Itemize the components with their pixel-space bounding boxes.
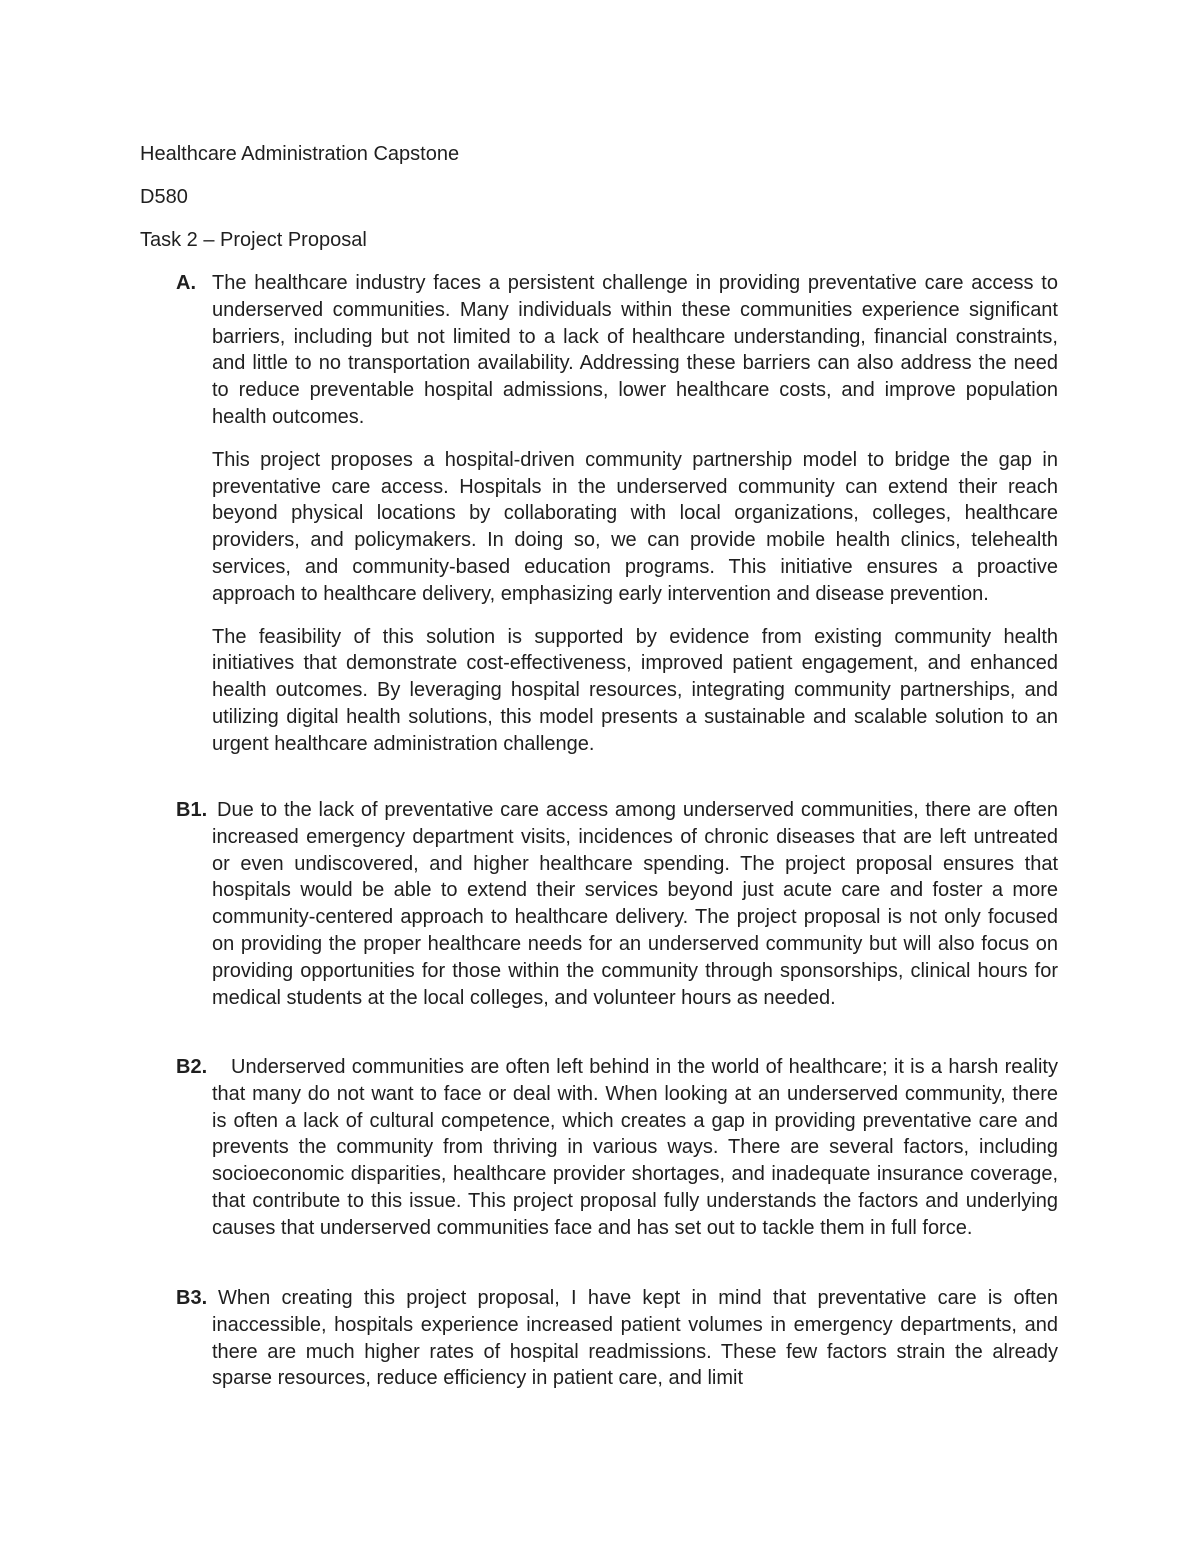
section-b3: [212, 1285, 1058, 1392]
section-b2: [212, 1054, 1058, 1242]
course-code: D580: [140, 186, 188, 208]
section-b1-paragraph: Due to the lack of preventative care access among underserved communities, there are often increased emergency department visits, incidences of chronic diseases that are left untreated or even undiscovered, and higher healthcare spending. The project proposal ensures that hospitals would be able to extend their services beyond just acute care and foster a more community-centered approach to healthcare delivery. The project proposal is not only focused on providing the proper healthcare needs for an underserved community but will also focus on providing opportunities for those within the community through sponsorships, clinical hours for medical students at the local colleges, and volunteer hours as needed.: [212, 799, 1058, 1009]
section-b1: [212, 797, 1058, 1011]
section-a-paragraph: The feasibility of this solution is supported by evidence from existing community health initiatives that demonstrate cost-effectiveness, improved patient engagement, and enhanced health outcomes. By leveraging hospital resources, integrating community partnerships, and utilizing digital health solutions, this model presents a sustainable and scalable solution to an urgent healthcare administration challenge.: [212, 625, 1058, 755]
section-b1-marker: B1.: [176, 799, 208, 821]
task-title: Task 2 – Project Proposal: [140, 229, 367, 251]
section-a-paragraph: The healthcare industry faces a persistent challenge in providing preventative care access to underserved communities. Many individuals within these communities experience significant barriers, including but not limited to a lack of healthcare understanding, financial constraints, and little to no transportation availability. Addressing these barriers can also address the need to reduce preventable hospital admissions, lower healthcare costs, and improve population health outcomes.: [212, 272, 1058, 428]
section-b3-marker: B3.: [176, 1287, 208, 1309]
section-a-marker: A.: [176, 272, 196, 294]
section-b3-paragraph: When creating this project proposal, I have kept in mind that preventative care is often inaccessible, hospitals experience increased patient volumes in emergency departments, and there are much higher rates of hospital readmissions. These few factors strain the already sparse resources, reduce efficiency in patient care, and limit: [212, 1287, 1058, 1390]
section-a-paragraph: This project proposes a hospital-driven community partnership model to bridge the gap in preventative care access. Hospitals in the underserved community can extend their reach beyond physical locations by collaborating with local organizations, colleges, healthcare providers, and policymakers. In doing so, we can provide mobile health clinics, telehealth services, and community-based education programs. This initiative ensures a proactive approach to healthcare delivery, emphasizing early intervention and disease prevention.: [212, 448, 1058, 605]
section-b2-marker: B2.: [176, 1056, 208, 1078]
section-a: [212, 270, 1058, 758]
section-b2-paragraph: Underserved communities are often left behind in the world of healthcare; it is a harsh reality that many do not want to face or deal with. When looking at an underserved community, there is often a lack of cultural competence, which creates a gap in providing preventative care and prevents the community from thriving in various ways. There are several factors, including socioeconomic disparities, healthcare provider shortages, and inadequate insurance coverage, that contribute to this issue. This project proposal fully understands the factors and underlying causes that underserved communities face and has set out to tackle them in full force.: [212, 1056, 1058, 1239]
course-title: Healthcare Administration Capstone: [140, 143, 460, 165]
